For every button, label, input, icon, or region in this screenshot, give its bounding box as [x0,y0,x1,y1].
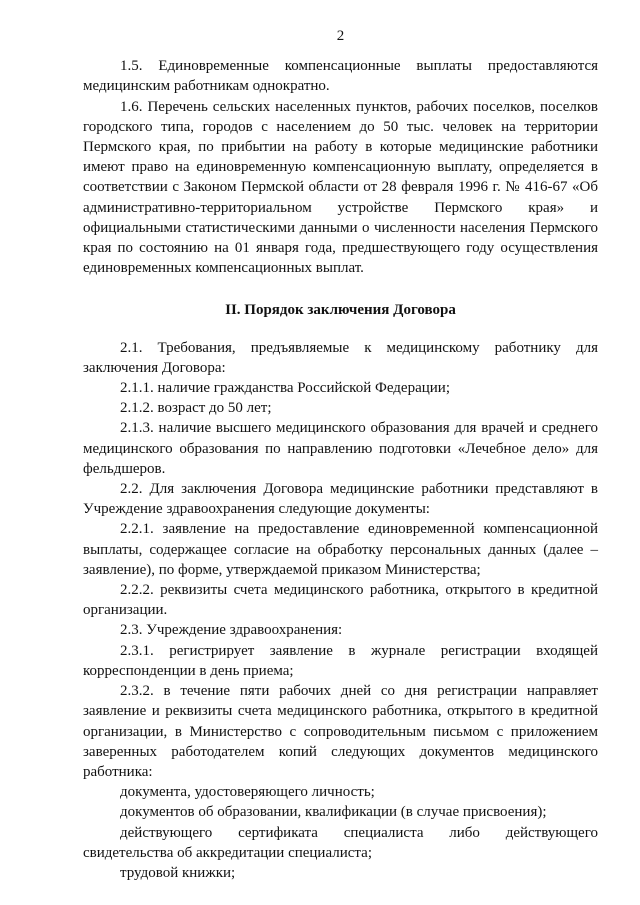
list-item-certificate: действующего сертификата специалиста либо действующего свидетельства об аккредитации специалиста; [83,824,598,861]
paragraph-2-1-1: 2.1.1. наличие гражданства Российской Федерации; [120,380,450,397]
paragraph-2-2: 2.2. Для заключения Договора медицинские работники представляют в Учреждение здравоохранения следующие документы: [83,481,598,518]
page-number: 2 [336,28,345,44]
paragraph-2-1-3: 2.1.3. наличие высшего медицинского образования для врачей и среднего медицинского образования по направлению подготовки «Лечебное дело» для фельдшеров. [83,420,598,477]
paragraph-2-3: 2.3. Учреждение здравоохранения: [120,622,343,639]
list-item-identity-document: документа, удостоверяющего личность; [120,784,375,801]
paragraph-1-5: 1.5. Единовременные компенсационные выплаты предоставляются медицинским работникам однократно. [83,58,598,95]
section-title: II. Порядок заключения Договора [225,302,456,319]
paragraph-2-3-1: 2.3.1. регистрирует заявление в журнале регистрации входящей корреспонденции в день приема; [83,642,598,679]
paragraph-2-3-2: 2.3.2. в течение пяти рабочих дней со дня регистрации направляет заявление и реквизиты счета медицинского работника, открытого в кредитной организации, в Министерство с сопроводительным письмом с приложением заверенных работодателем копий следующих документов медицинского работника: [83,683,598,780]
list-item-education-documents: документов об образовании, квалификации (в случае присвоения); [120,804,547,821]
paragraph-2-2-2: 2.2.2. реквизиты счета медицинского работника, открытого в кредитной организации. [83,582,598,619]
paragraph-2-2-1: 2.2.1. заявление на предоставление единовременной компенсационной выплаты, содержащее согласие на обработку персональных данных (далее – заявление), по форме, утверждаемой приказом Министерства; [83,521,598,578]
paragraph-2-1: 2.1. Требования, предъявляемые к медицинскому работнику для заключения Договора: [83,339,598,376]
list-item-work-book: трудовой книжки; [120,864,236,881]
paragraph-2-1-2: 2.1.2. возраст до 50 лет; [120,400,272,417]
paragraph-1-6: 1.6. Перечень сельских населенных пунктов, рабочих поселков, поселков городского типа, городов с населением до 50 тыс. человек на территории Пермского края, по прибытии на работу в которые медицинские работники имеют право на единовременную компенсационную выплату, определяется в соответствии с Законом Пермской области от 28 февраля 1996 г. № 416-67 «Об административно-территориальном устройстве Пермского края» и официальными статистическими данными о численности населения Пермского края по состоянию на 01 января года, предшествующего году осуществления единовременных компенсационных выплат. [83,98,598,277]
